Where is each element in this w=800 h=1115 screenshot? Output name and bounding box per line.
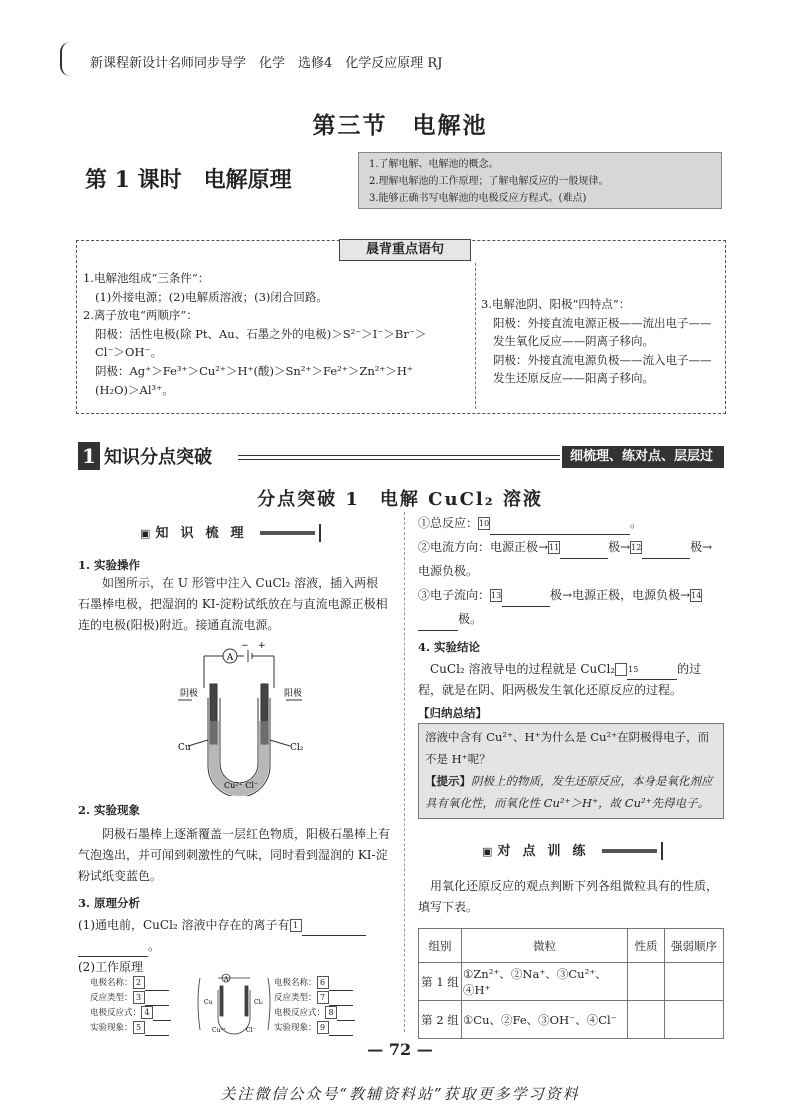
blank-number: 11 xyxy=(549,543,560,552)
table-header: 强弱顺序 xyxy=(665,929,724,963)
table-header: 性质 xyxy=(628,929,665,963)
answer-blank[interactable] xyxy=(627,679,677,680)
answer-blank[interactable] xyxy=(329,1035,353,1036)
header-vbar xyxy=(319,524,321,542)
heading-principle: 3. 原理分析 xyxy=(78,896,141,910)
section-banner xyxy=(78,442,724,486)
principle-q1: (1)通电前，CuCl₂ 溶液中存在的离子有 xyxy=(78,918,290,932)
blank-number: 7 xyxy=(317,991,329,1004)
goal-item: 3.能够正确书写电解池的电极反应方程式。(难点) xyxy=(369,193,587,204)
punct: 。 xyxy=(630,516,643,530)
morning-line: (H₂O)＞Al³⁺。 xyxy=(95,382,174,397)
summary-question: 溶液中含有 Cu²⁺、H⁺为什么是 Cu²⁺在阴极得电子，而不是 H⁺呢？ xyxy=(425,730,710,766)
banner-number: 1 xyxy=(78,442,100,470)
phenomenon-text: 阴极石墨棒上逐渐覆盖一层红色物质，阳极石墨棒上有气泡逸出，并可闻到刺激性的气味，同时看到湿润的 KI-淀粉试纸变蓝色。 xyxy=(78,827,391,883)
minus-sign: − xyxy=(241,641,249,651)
blank-number: 8 xyxy=(325,1006,337,1019)
column-divider xyxy=(404,512,405,1032)
morning-line: 2.离子放电“两顺序”： xyxy=(83,308,198,323)
heading-conclusion: 4. 实验结论 xyxy=(418,640,481,654)
table-cell-answer[interactable] xyxy=(628,963,665,1001)
total-reaction-label: ①总反应： xyxy=(418,516,479,530)
morning-tab: 晨背重点语句 xyxy=(339,239,471,261)
blank-number: 3 xyxy=(133,991,145,1004)
experiment-operation-text: 如图所示，在 U 形管中注入 CuCl₂ 溶液，插入两根石墨棒电极，把湿润的 KI-淀粉试纸放在与直流电源正极相连的电极(阳极)附近。接通直流电源。 xyxy=(78,576,388,632)
blank-number: 5 xyxy=(133,1021,145,1034)
column-divider xyxy=(475,263,476,409)
banner-rule xyxy=(238,455,560,460)
current-direction-label: ②电流方向：电源正极→ xyxy=(418,540,549,554)
blank-number: 9 xyxy=(317,1021,329,1034)
table-cell-answer[interactable] xyxy=(628,1001,665,1039)
morning-line: 3.电解池阴、阳极“四特点”： xyxy=(481,297,631,311)
electron-mid: 极→电源正极，电源负极→ xyxy=(550,588,691,602)
electrolysis-apparatus-diagram xyxy=(178,636,308,796)
mini-cl2-label: Cl₂ xyxy=(254,999,263,1006)
morning-line: (1)外接电源；(2)电解质溶液；(3)闭合回路。 xyxy=(95,289,328,304)
page-number: — 72 — xyxy=(367,1040,433,1059)
current-mid: 极→ xyxy=(608,540,631,554)
anode-label: 阳极 xyxy=(284,689,303,699)
answer-blank[interactable] xyxy=(642,558,690,559)
table-cell: 第 2 组 xyxy=(419,1001,462,1039)
cl2-label: Cl₂ xyxy=(290,743,304,753)
banner-slogan: 细梳理、练对点、层层过关 xyxy=(562,446,724,468)
blank-number: 6 xyxy=(317,976,329,989)
cu-label: Cu xyxy=(178,743,191,753)
blank-number: 2 xyxy=(133,976,145,989)
morning-line: 阴极：Ag⁺＞Fe³⁺＞Cu²⁺＞H⁺(酸)＞Sn²⁺＞Fe²⁺＞Zn²⁺＞H⁺ xyxy=(95,363,414,378)
mini-ion-label: Cl⁻ xyxy=(246,1027,256,1034)
morning-recitation-box xyxy=(76,240,726,414)
mini-label: 反应类型： xyxy=(274,993,317,1003)
table-cell: ①Cu、②Fe、③OH⁻、④Cl⁻ xyxy=(462,1001,628,1039)
ions-label: Cu²⁺ Cl⁻ xyxy=(224,781,259,790)
mini-ion-label: Cu²⁺ xyxy=(212,1027,227,1034)
mini-ammeter-label: A xyxy=(224,976,229,983)
ammeter-label: A xyxy=(226,653,234,663)
heading-phenomenon: 2. 实验现象 xyxy=(78,803,141,817)
answer-blank[interactable] xyxy=(302,935,366,936)
cathode-label: 阴极 xyxy=(180,689,199,699)
blank-number: 12 xyxy=(631,543,642,552)
morning-line: 阳极：外接直流电源正极——流出电子—— xyxy=(493,315,712,330)
heading-experiment-operation: 1. 实验操作 xyxy=(78,558,141,572)
practice-question-text: 用氧化还原反应的观点判断下列各组微粒具有的性质，填写下表。 xyxy=(418,879,719,914)
table-cell-answer[interactable] xyxy=(665,963,724,1001)
summary-tag: 【归纳总结】 xyxy=(418,706,487,720)
morning-line: 阳极：活性电极(除 Pt、Au、石墨之外的电极)＞S²⁻＞I⁻＞Br⁻＞ xyxy=(95,326,427,341)
bullet-icon: ▣ xyxy=(482,845,493,858)
knowledge-header-label: 知识梳理 xyxy=(155,526,256,541)
mini-label: 实验现象： xyxy=(90,1023,133,1033)
blank-number: 13 xyxy=(491,591,502,600)
subsection-title: 分点突破 1 电解 CuCl₂ 溶液 xyxy=(257,489,543,510)
section-title: 第三节 电解池 xyxy=(312,112,488,139)
goal-item: 1.了解电解、电解池的概念。 xyxy=(369,159,499,170)
mini-cu-label: Cu xyxy=(204,999,213,1006)
table-cell-answer[interactable] xyxy=(665,1001,724,1039)
table-cell: ①Zn²⁺、②Na⁺、③Cu²⁺、④H⁺ xyxy=(462,963,628,1001)
blank-number: 1 xyxy=(290,919,302,932)
hint-text: 阴极上的物质，发生还原反应，本身是氧化剂应具有氧化性，而氧化性 Cu²⁺＞H⁺，故 Cu²⁺先得电子。 xyxy=(425,774,713,810)
banner-title: 知识分点突破 xyxy=(104,447,212,468)
morning-right-column xyxy=(481,295,719,388)
header-curl-decoration xyxy=(60,42,72,76)
left-column-2 xyxy=(78,802,390,978)
blank-number: 4 xyxy=(141,1006,153,1019)
morning-line: 发生氧化反应——阴离子移向。 xyxy=(493,334,654,349)
morning-left-column xyxy=(83,269,471,399)
morning-line: 1.电解池组成“三条件”： xyxy=(83,271,210,285)
mini-label: 反应类型： xyxy=(90,993,133,1003)
blank-number: 10 xyxy=(479,519,490,528)
goal-item: 2.理解电解池的工作原理；了解电解反应的一般规律。 xyxy=(369,176,609,187)
table-header: 微粒 xyxy=(462,929,628,963)
lesson-title: 第 1 课时 电解原理 xyxy=(85,167,292,193)
mini-label: 实验现象： xyxy=(274,1023,317,1033)
practice-header xyxy=(482,840,663,860)
practice-table xyxy=(418,928,724,1039)
knowledge-header xyxy=(140,522,321,542)
morning-line: 阴极：外接直流电源负极——流入电子—— xyxy=(493,352,712,367)
left-column xyxy=(78,557,390,636)
morning-line: Cl⁻＞OH⁻。 xyxy=(95,345,163,360)
header-bar xyxy=(260,531,315,535)
plus-sign: + xyxy=(258,641,266,651)
answer-blank[interactable] xyxy=(145,1035,169,1036)
running-header xyxy=(0,40,800,80)
table-row xyxy=(419,1001,724,1039)
electron-end: 极。 xyxy=(458,612,483,626)
practice-header-label: 对点训练 xyxy=(497,844,598,859)
mini-right-labels xyxy=(274,976,394,1036)
table-header: 组别 xyxy=(419,929,462,963)
bullet-icon: ▣ xyxy=(140,527,151,540)
summary-box xyxy=(418,723,724,819)
current-end: 极→电源负极。 xyxy=(418,540,713,578)
conclusion-text-a: CuCl₂ 溶液导电的过程就是 CuCl₂ xyxy=(430,662,616,676)
answer-blank[interactable] xyxy=(418,630,458,631)
mini-label: 电极反应式： xyxy=(274,1008,326,1018)
answer-blank[interactable] xyxy=(502,606,550,607)
morning-line: 发生还原反应——阳离子移向。 xyxy=(493,371,654,386)
table-cell: 第 1 组 xyxy=(419,963,462,1001)
answer-blank[interactable] xyxy=(560,558,608,559)
footer-note: 关注微信公众号“教辅资料站”获取更多学习资料 xyxy=(220,1085,580,1103)
practice-question xyxy=(418,876,724,918)
mini-label: 电极反应式： xyxy=(90,1008,142,1018)
header-bar xyxy=(602,849,657,853)
mini-label: 电极名称： xyxy=(90,978,133,988)
working-principle-label: (2)工作原理 xyxy=(78,960,143,974)
electron-flow-label: ③电子流向： xyxy=(418,588,491,602)
mini-apparatus-diagram xyxy=(196,970,272,1040)
blank-number: 15 xyxy=(615,663,627,676)
conclusion-text-b: 的过程，就是在阴、阳两极发生氧化还原反应的过程。 xyxy=(418,662,702,697)
table-row xyxy=(419,963,724,1001)
learning-goals-box xyxy=(358,152,722,209)
mini-label: 电极名称： xyxy=(274,978,317,988)
blank-number: 14 xyxy=(691,591,702,600)
header-text: 新课程新设计名师同步导学 化学 选修4 化学反应原理 RJ xyxy=(90,56,443,71)
mini-left-labels xyxy=(90,976,200,1036)
hint-tag: 【提示】 xyxy=(425,774,471,788)
punct: 。 xyxy=(148,939,161,953)
header-vbar xyxy=(661,842,663,860)
right-column xyxy=(418,511,724,721)
